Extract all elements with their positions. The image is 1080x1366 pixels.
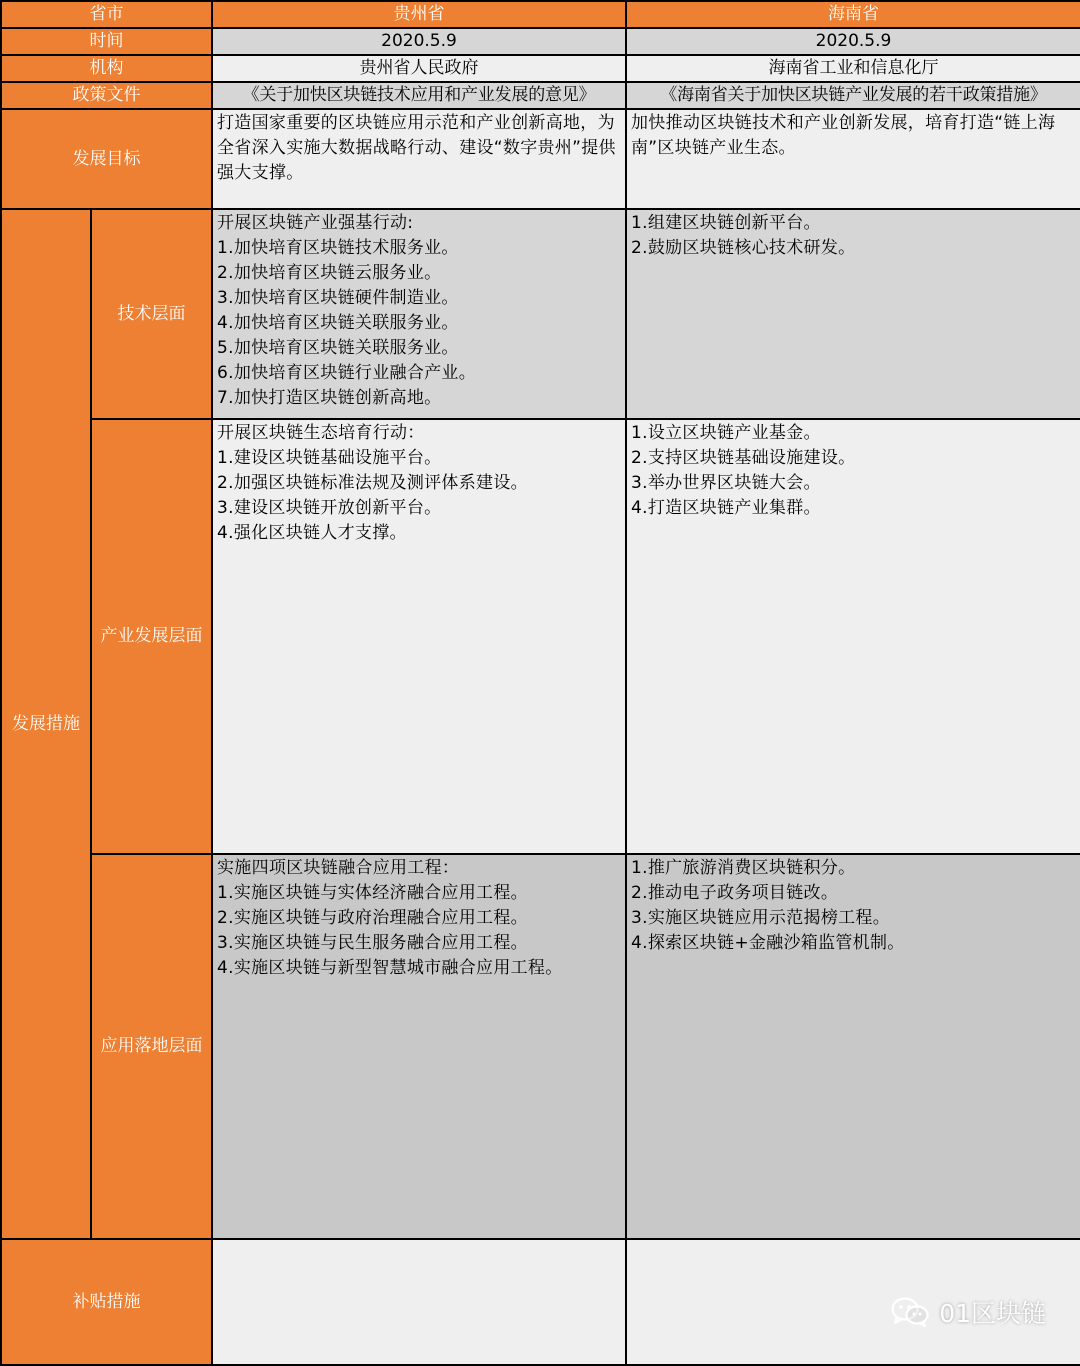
policy-hainan bbox=[626, 82, 1080, 109]
time-hainan: 2020.5.9 bbox=[626, 28, 1080, 55]
agency-guizhou: 贵州省人民政府 bbox=[212, 55, 626, 82]
policy-row bbox=[1, 82, 1080, 109]
agency-row bbox=[1, 55, 1080, 82]
time-label: 时间 bbox=[1, 28, 212, 55]
industry-hainan bbox=[626, 419, 1080, 854]
goal-guizhou bbox=[212, 109, 626, 209]
wechat-watermark bbox=[891, 1296, 1046, 1328]
industry-label: 产业发展层面 bbox=[91, 419, 212, 854]
tech-row bbox=[1, 209, 1080, 419]
header-row bbox=[1, 1, 1080, 28]
application-label: 应用落地层面 bbox=[91, 854, 212, 1239]
tech-hainan bbox=[626, 209, 1080, 419]
policy-guizhou-text: 《关于加快区块链技术应用和产业发展的意见》 bbox=[242, 85, 596, 105]
list-item: 7.加快打造区块链创新高地。 bbox=[217, 388, 442, 408]
application-hainan-list bbox=[627, 855, 1080, 956]
list-item: 1.建设区块链基础设施平台。 bbox=[217, 448, 442, 468]
list-item: 6.加快培育区块链行业融合产业。 bbox=[217, 363, 477, 383]
list-item: 3.加快培育区块链硬件制造业。 bbox=[217, 288, 459, 308]
measures-label: 发展措施 bbox=[1, 209, 91, 1239]
tech-guizhou-list bbox=[213, 210, 625, 411]
list-item: 4.实施区块链与新型智慧城市融合应用工程。 bbox=[217, 958, 563, 978]
list-item: 4.打造区块链产业集群。 bbox=[631, 498, 821, 518]
watermark-text: 01区块链 bbox=[939, 1299, 1046, 1328]
application-guizhou bbox=[212, 854, 626, 1239]
goal-row bbox=[1, 109, 1080, 209]
list-item: 4.加快培育区块链关联服务业。 bbox=[217, 313, 459, 333]
subsidy-label: 补贴措施 bbox=[1, 1239, 212, 1365]
industry-row bbox=[1, 419, 1080, 854]
industry-guizhou-list bbox=[213, 420, 625, 546]
list-item: 1.组建区块链创新平台。 bbox=[631, 213, 821, 233]
list-item: 4.探索区块链+金融沙箱监管机制。 bbox=[631, 933, 905, 953]
industry-hainan-list bbox=[627, 420, 1080, 521]
tech-guizhou bbox=[212, 209, 626, 419]
time-row bbox=[1, 28, 1080, 55]
time-guizhou: 2020.5.9 bbox=[212, 28, 626, 55]
header-row-label: 省市 bbox=[1, 1, 212, 28]
header-guizhou: 贵州省 bbox=[212, 1, 626, 28]
agency-label: 机构 bbox=[1, 55, 212, 82]
list-item: 5.加快培育区块链关联服务业。 bbox=[217, 338, 459, 358]
application-guizhou-list bbox=[213, 855, 625, 981]
tech-label: 技术层面 bbox=[91, 209, 212, 419]
list-item: 3.实施区块链应用示范揭榜工程。 bbox=[631, 908, 891, 928]
subsidy-guizhou bbox=[212, 1239, 626, 1365]
list-item: 2.加强区块链标准法规及测评体系建设。 bbox=[217, 473, 528, 493]
list-item: 2.加快培育区块链云服务业。 bbox=[217, 263, 442, 283]
list-item: 1.设立区块链产业基金。 bbox=[631, 423, 821, 443]
list-item: 3.实施区块链与民生服务融合应用工程。 bbox=[217, 933, 528, 953]
list-item: 1.实施区块链与实体经济融合应用工程。 bbox=[217, 883, 528, 903]
agency-hainan: 海南省工业和信息化厅 bbox=[626, 55, 1080, 82]
list-item: 2.推动电子政务项目链改。 bbox=[631, 883, 839, 903]
list-item: 1.加快培育区块链技术服务业。 bbox=[217, 238, 459, 258]
application-hainan bbox=[626, 854, 1080, 1239]
policy-hainan-text: 《海南省关于加快区块链产业发展的若干政策措施》 bbox=[660, 85, 1047, 105]
header-hainan: 海南省 bbox=[626, 1, 1080, 28]
list-item: 1.推广旅游消费区块链积分。 bbox=[631, 858, 856, 878]
list-item: 2.鼓励区块链核心技术研发。 bbox=[631, 238, 856, 258]
goal-hainan bbox=[626, 109, 1080, 209]
list-item: 4.强化区块链人才支撑。 bbox=[217, 523, 407, 543]
goal-label: 发展目标 bbox=[1, 109, 212, 209]
list-item: 3.举办世界区块链大会。 bbox=[631, 473, 821, 493]
goal-guizhou-text: 打造国家重要的区块链应用示范和产业创新高地，为全省深入实施大数据战略行动、建设“数字贵州”提供强大支撑。 bbox=[217, 113, 616, 183]
list-item: 开展区块链产业强基行动: bbox=[217, 213, 414, 233]
tech-hainan-list bbox=[627, 210, 1080, 261]
list-item: 实施四项区块链融合应用工程： bbox=[217, 858, 460, 878]
list-item: 开展区块链生态培育行动： bbox=[217, 423, 425, 443]
list-item: 2.支持区块链基础设施建设。 bbox=[631, 448, 856, 468]
wechat-icon bbox=[891, 1296, 929, 1328]
industry-guizhou bbox=[212, 419, 626, 854]
list-item: 2.实施区块链与政府治理融合应用工程。 bbox=[217, 908, 528, 928]
goal-hainan-text: 加快推动区块链技术和产业创新发展，培育打造“链上海南”区块链产业生态。 bbox=[631, 113, 1056, 158]
policy-label: 政策文件 bbox=[1, 82, 212, 109]
policy-guizhou bbox=[212, 82, 626, 109]
application-row bbox=[1, 854, 1080, 1239]
list-item: 3.建设区块链开放创新平台。 bbox=[217, 498, 442, 518]
